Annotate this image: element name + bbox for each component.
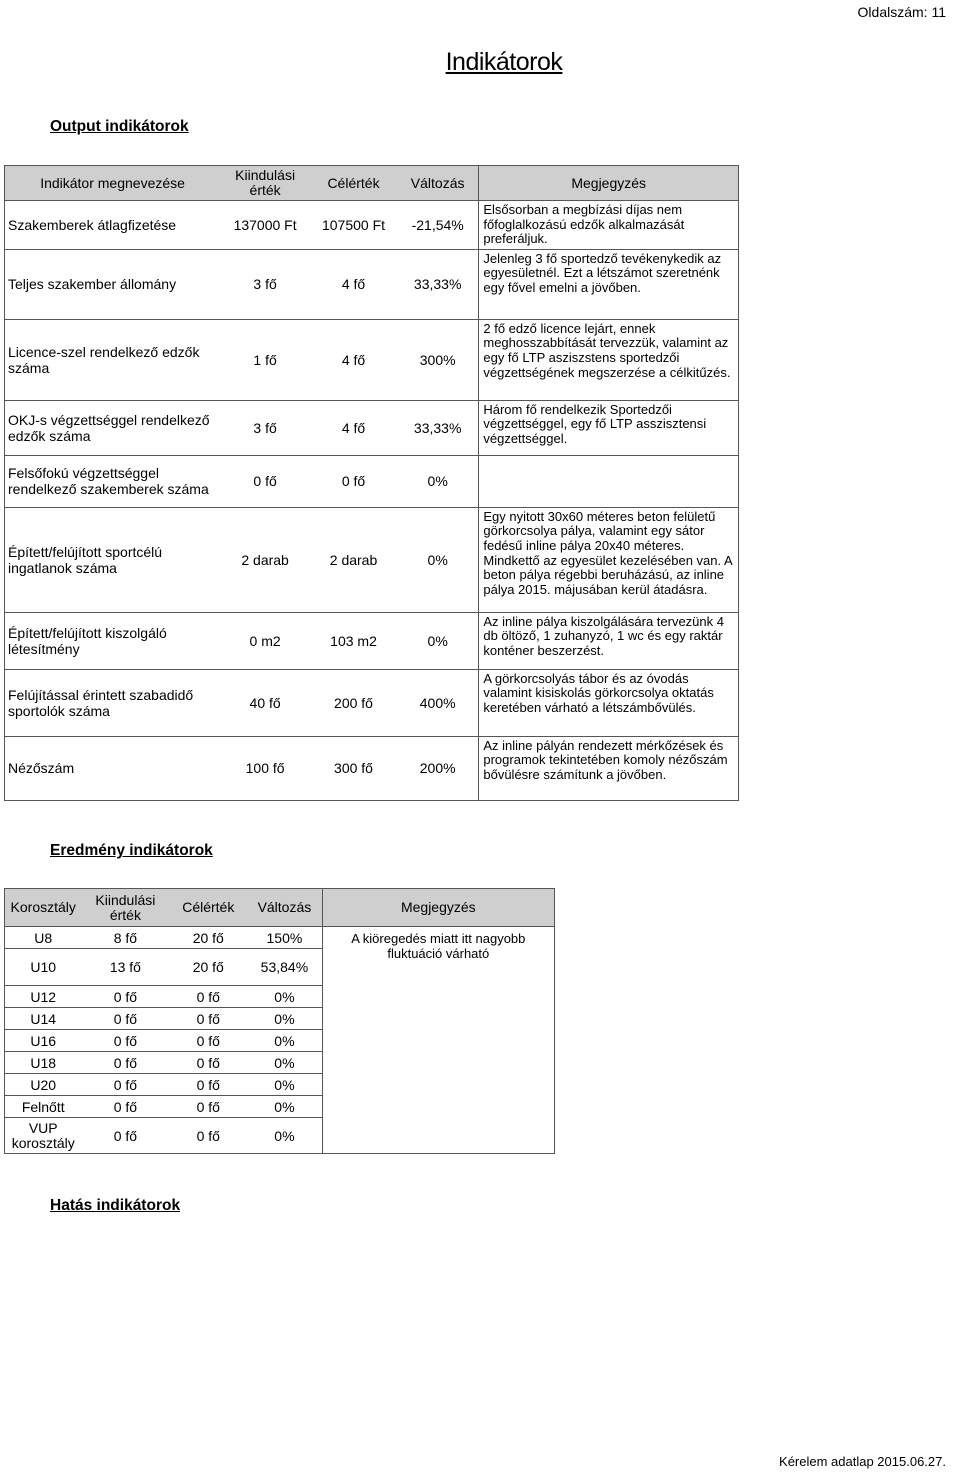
table-row [5, 669, 739, 736]
table-row [5, 455, 739, 507]
start-value: 0 m2 [220, 612, 310, 669]
target-value: 0 fő [169, 1052, 247, 1074]
col-header-name: Indikátor megnevezése [5, 166, 221, 201]
indicator-name: Licence-szel rendelkező edzők száma [5, 319, 221, 400]
note: Az inline pálya kiszolgálására tervezünk 4 db öltöző, 1 zuhanyzó, 1 wc és egy raktár konténer beszerzést. [479, 612, 739, 669]
age-group: U12 [5, 986, 82, 1008]
change-value: 0% [247, 1030, 322, 1052]
change-value: 150% [247, 927, 322, 949]
target-value: 4 fő [310, 249, 397, 319]
change-value: 0% [397, 455, 479, 507]
col-header-change: Változás [397, 166, 479, 201]
target-value: 0 fő [169, 1074, 247, 1096]
indicator-name: Nézőszám [5, 736, 221, 800]
target-value: 107500 Ft [310, 201, 397, 250]
change-value: 400% [397, 669, 479, 736]
output-heading: Output indikátorok [50, 118, 189, 135]
age-group: Felnőtt [5, 1096, 82, 1118]
target-value: 20 fő [169, 927, 247, 949]
table-row [5, 736, 739, 800]
target-value: 2 darab [310, 507, 397, 612]
change-value: 0% [247, 1074, 322, 1096]
change-value: 0% [247, 1052, 322, 1074]
table-row [5, 612, 739, 669]
indicator-name: OKJ-s végzettséggel rendelkező edzők száma [5, 400, 221, 455]
indicator-name: Felújítással érintett szabadidő sportolók száma [5, 669, 221, 736]
change-value: 0% [397, 612, 479, 669]
target-value: 0 fő [169, 1118, 247, 1154]
indicator-name: Épített/felújított sportcélú ingatlanok száma [5, 507, 221, 612]
footer-text: Kérelem adatlap 2015.06.27. [779, 1454, 946, 1469]
target-value: 4 fő [310, 400, 397, 455]
target-value: 0 fő [310, 455, 397, 507]
target-value: 300 fő [310, 736, 397, 800]
target-value: 4 fő [310, 319, 397, 400]
change-value: 300% [397, 319, 479, 400]
age-group: U10 [5, 949, 82, 986]
note: Az inline pályán rendezett mérkőzések és programok tekintetében komoly nézőszám bővülésre számítunk a jövőben. [479, 736, 739, 800]
change-value: 53,84% [247, 949, 322, 986]
start-value: 13 fő [81, 949, 169, 986]
start-value: 0 fő [81, 1074, 169, 1096]
table-row [5, 400, 739, 455]
start-value: 40 fő [220, 669, 310, 736]
change-value: 200% [397, 736, 479, 800]
change-value: 0% [397, 507, 479, 612]
indicator-name: Teljes szakember állomány [5, 249, 221, 319]
change-value: 33,33% [397, 400, 479, 455]
age-group: VUP korosztály [5, 1118, 82, 1154]
indicator-name: Felsőfokú végzettséggel rendelkező szakemberek száma [5, 455, 221, 507]
target-value: 0 fő [169, 986, 247, 1008]
col-header-note: Megjegyzés [479, 166, 739, 201]
page-number: Oldalszám: 11 [857, 4, 946, 20]
col-header-note: Megjegyzés [322, 889, 554, 927]
target-value: 0 fő [169, 1096, 247, 1118]
note: Három fő rendelkezik Sportedzői végzettséggel, egy fő LTP asszisztensi végzettséggel. [479, 400, 739, 455]
change-value: 0% [247, 1118, 322, 1154]
results-header-row [5, 889, 555, 927]
target-value: 20 fő [169, 949, 247, 986]
col-header-target: Célérték [310, 166, 397, 201]
note [479, 455, 739, 507]
start-value: 137000 Ft [220, 201, 310, 250]
note: Jelenleg 3 fő sportedző tevékenykedik az egyesületnél. Ezt a létszámot szeretnénk egy fővel emelni a jövőben. [479, 249, 739, 319]
output-header-row [5, 166, 739, 201]
note: Elsősorban a megbízási díjas nem főfoglalkozású edzők alkalmazását preferáljuk. [479, 201, 739, 250]
results-heading: Eredmény indikátorok [50, 842, 213, 859]
note: Egy nyitott 30x60 méteres beton felületű görkorcsolya pálya, valamint egy sátor fedésű inline pálya 20x40 méteres. Mindkettő az egyesület kezelésében van. A beton pálya régebbi beruházású, az inline pálya 2015. májusában kerül átadásra. [479, 507, 739, 612]
age-group: U14 [5, 1008, 82, 1030]
age-group: U20 [5, 1074, 82, 1096]
start-value: 100 fő [220, 736, 310, 800]
page-title: Indikátorok [445, 48, 563, 76]
change-value: 0% [247, 1008, 322, 1030]
target-value: 103 m2 [310, 612, 397, 669]
col-header-start: Kiindulási érték [81, 889, 169, 927]
col-header-change: Változás [247, 889, 322, 927]
table-row [5, 201, 739, 250]
start-value: 0 fő [81, 1096, 169, 1118]
start-value: 0 fő [220, 455, 310, 507]
col-header-start: Kiindulási érték [220, 166, 310, 201]
results-note: A kiöregedés miatt itt nagyobb fluktuáció várható [322, 927, 554, 1154]
target-value: 0 fő [169, 1030, 247, 1052]
start-value: 0 fő [81, 1118, 169, 1154]
start-value: 3 fő [220, 400, 310, 455]
table-row [5, 507, 739, 612]
start-value: 0 fő [81, 1030, 169, 1052]
note: 2 fő edző licence lejárt, ennek meghosszabbítását tervezzük, valamint az egy fő LTP asziszstens sportedzői végzettségének megszerzése a célkitűzés. [479, 319, 739, 400]
table-row [5, 927, 555, 949]
change-value: -21,54% [397, 201, 479, 250]
start-value: 0 fő [81, 1052, 169, 1074]
target-value: 200 fő [310, 669, 397, 736]
start-value: 8 fő [81, 927, 169, 949]
output-indicators-table [4, 165, 739, 801]
col-header-target: Célérték [169, 889, 247, 927]
start-value: 0 fő [81, 986, 169, 1008]
change-value: 33,33% [397, 249, 479, 319]
age-group: U18 [5, 1052, 82, 1074]
change-value: 0% [247, 1096, 322, 1118]
start-value: 1 fő [220, 319, 310, 400]
age-group: U8 [5, 927, 82, 949]
start-value: 3 fő [220, 249, 310, 319]
col-header-age: Korosztály [5, 889, 82, 927]
start-value: 0 fő [81, 1008, 169, 1030]
indicator-name: Épített/felújított kiszolgáló létesítmény [5, 612, 221, 669]
target-value: 0 fő [169, 1008, 247, 1030]
age-group: U16 [5, 1030, 82, 1052]
table-row [5, 249, 739, 319]
change-value: 0% [247, 986, 322, 1008]
result-indicators-table [4, 888, 555, 1154]
note: A görkorcsolyás tábor és az óvodás valamint kisiskolás görkorcsolya oktatás keretében várható a létszámbővülés. [479, 669, 739, 736]
start-value: 2 darab [220, 507, 310, 612]
indicator-name: Szakemberek átlagfizetése [5, 201, 221, 250]
impact-heading: Hatás indikátorok [50, 1197, 181, 1214]
table-row [5, 319, 739, 400]
